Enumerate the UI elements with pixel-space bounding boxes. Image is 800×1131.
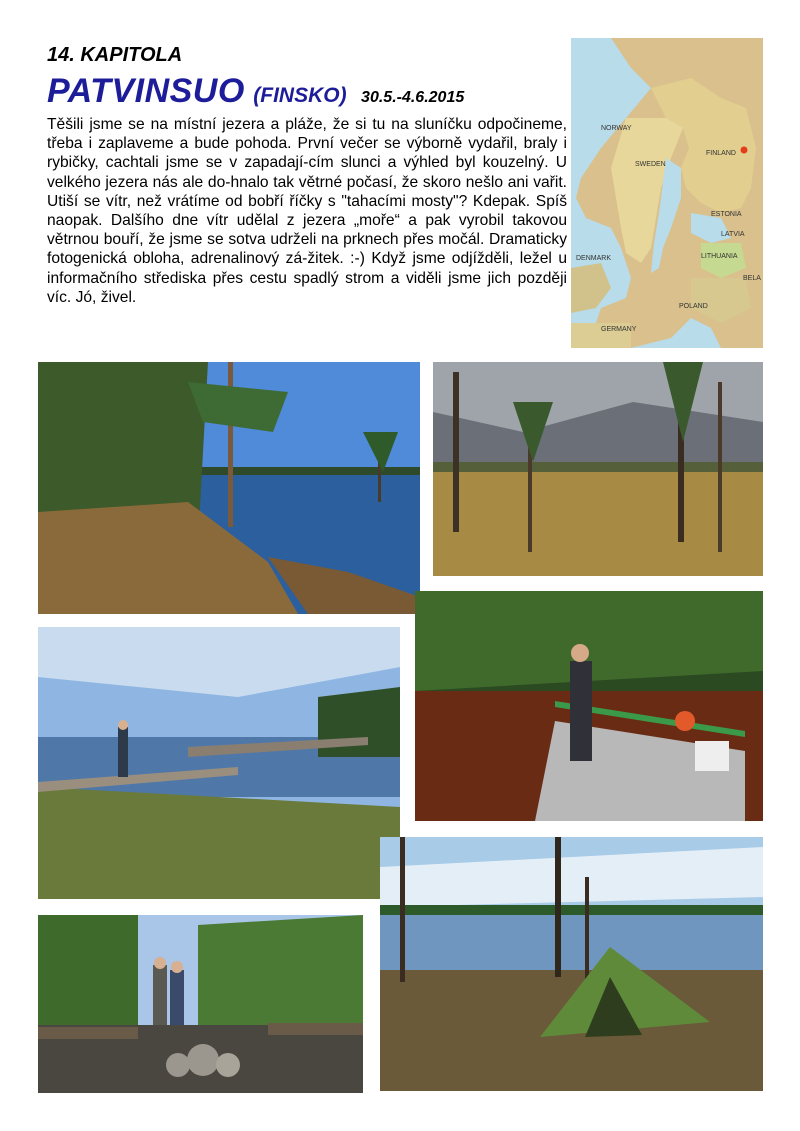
svg-text:LITHUANIA: LITHUANIA (701, 253, 738, 260)
photo-campsite-firepit (38, 915, 363, 1093)
svg-text:ESTONIA: ESTONIA (711, 211, 742, 218)
story-text: Těšili jsme se na místní jezera a pláže, že si tu na sluníčku odpočineme, třeba i zaplaveme a bude pohoda. První večer se výborně vydařil, braly i rybičky, cachtali jsme se v zapadají-cím slunci a výhled byl kouzelný. U velkého jezera nás ale do-hnalo tak větrné počasí, že skoro nešlo ani vařit. Utiší se vítr, než vrátíme od bobří říčky s "tahacími mosty"? Kdepak. Spíš naopak. Dalšího dne vítr udělal z jezera „moře“ a pak vyrobil takovou větrnou bouří, že jsme se sotva udrželi na prknech přes močál. Dramaticky fotogenická obloha, adrenalinový zá-žitek. :-) Když jsme odjížděli, ležel u informačního střediska přes cestu spadlý strom a viděli jsme jich později víc. Jó, živel. (47, 116, 567, 306)
page-title: PATVINSUO (47, 72, 245, 110)
svg-text:POLAND: POLAND (679, 303, 708, 310)
svg-text:DENMARK: DENMARK (576, 255, 612, 262)
date-range: 30.5.-4.6.2015 (361, 89, 465, 106)
title-row (47, 72, 464, 111)
svg-text:NORWAY: NORWAY (601, 125, 632, 132)
svg-text:SWEDEN: SWEDEN (635, 161, 666, 168)
photo-boardwalk-bridge (38, 627, 400, 899)
map-of-scandinavia (571, 38, 763, 348)
svg-text:GERMANY: GERMANY (601, 326, 637, 333)
photo-tent-at-lake (380, 837, 763, 1091)
chapter-label: 14. KAPITOLA (47, 44, 183, 66)
svg-text:BELA: BELA (743, 275, 761, 282)
svg-text:LATVIA: LATVIA (721, 231, 745, 238)
country-label: (FINSKO) (253, 84, 347, 107)
photo-ferry-crossing (415, 591, 763, 821)
photo-bog-with-trees (433, 362, 763, 576)
photo-lake-with-pines (38, 362, 420, 614)
svg-text:FINLAND: FINLAND (706, 150, 736, 157)
